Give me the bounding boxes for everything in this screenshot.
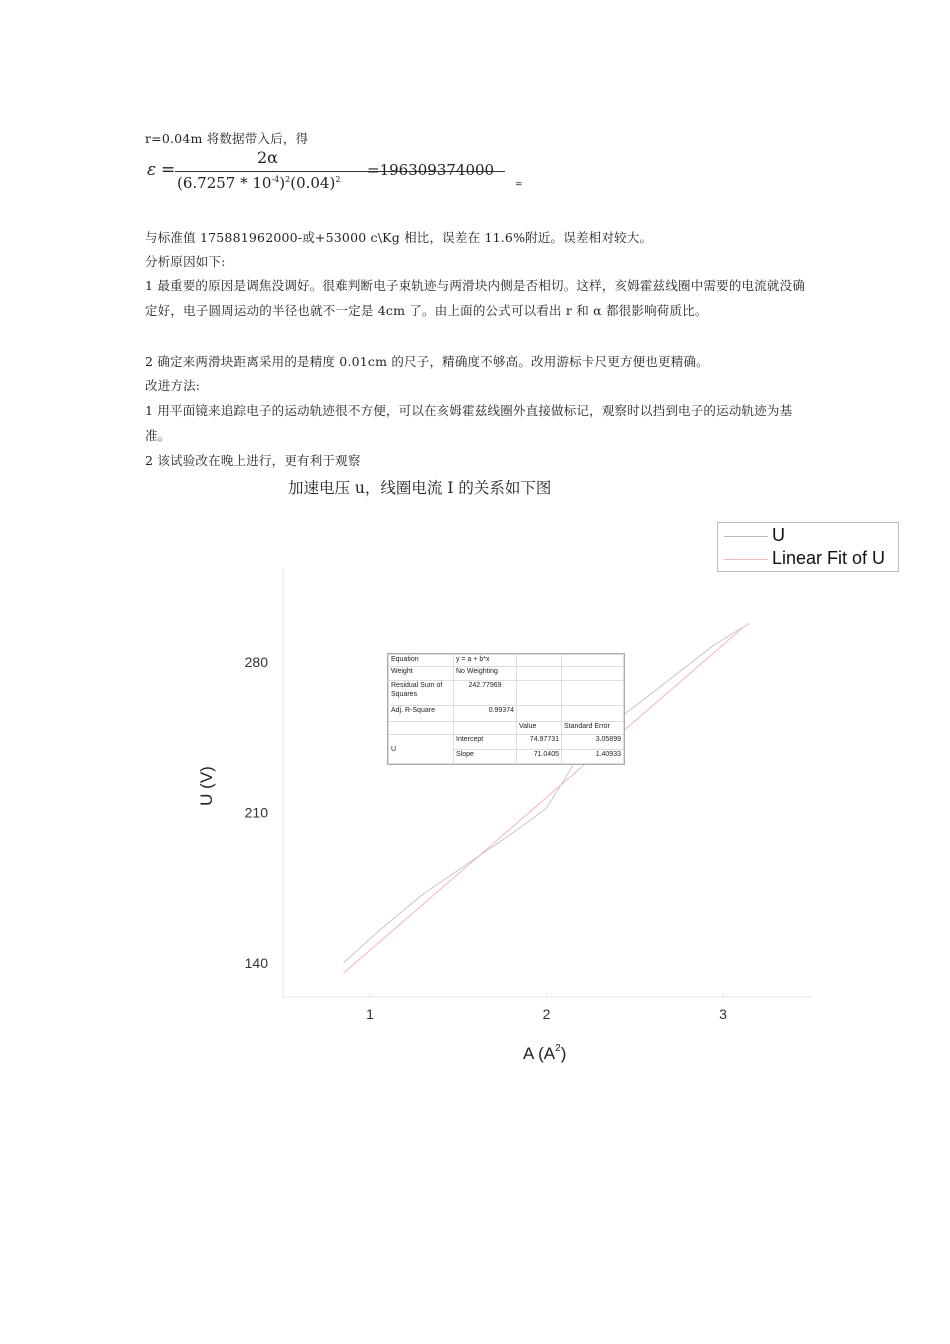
improve-title: 改进方法: [145, 378, 201, 393]
intercept-label: Intercept [454, 735, 517, 749]
legend-item-u [724, 525, 896, 547]
formula-equals: = [161, 160, 176, 180]
chart-legend [717, 522, 899, 572]
se-header: Standard Error [562, 722, 624, 735]
legend-swatch-u [724, 536, 768, 537]
formula-result: =196309374000 [367, 161, 495, 179]
x-axis-label: A $(A^2)$ [523, 1043, 567, 1063]
adj-r-square-label: Adj. R-Square [389, 705, 454, 722]
equation-value: y = a + b*x [454, 655, 517, 667]
rss-value: 242.77969 [454, 681, 517, 705]
chart-caption: 加速电压 u，线圈电流 I 的关系如下图 [288, 479, 552, 497]
comparison-text: 与标准值 175881962000-或+53000 c\Kg 相比，误差在 11.6%附近。误差相对较大。 [145, 230, 653, 245]
formula-denominator: $(6.7257 * 10^{-4})^2(0.04)^2$ [177, 174, 341, 192]
legend-label-fit: Linear Fit of U [772, 548, 886, 568]
slope-value: 71.0405 [517, 749, 562, 763]
y-tick-label: 140 [244, 955, 268, 971]
weight-value: No Weighting [454, 667, 517, 681]
analysis-title: 分析原因如下: [145, 254, 226, 269]
reason-2: 2 确定来两滑块距离采用的是精度 0.01cm 的尺子，精确度不够高。改用游标卡尺更方便也更精确。 [145, 354, 709, 369]
formula-lhs: ε [147, 160, 157, 180]
equation-label: Equation [389, 655, 454, 667]
legend-item-fit [724, 548, 896, 570]
adj-r-square-value: 0.99374 [454, 705, 517, 722]
y-tick-label: 210 [244, 804, 268, 821]
slope-se: 1.40933 [562, 749, 624, 763]
rss-label: Residual Sum of Squares [389, 681, 454, 705]
legend-label-u: U [772, 525, 785, 545]
row-group-u: U [389, 735, 454, 764]
formula-numerator: 2α [257, 148, 278, 167]
formula-trailing-equals: = [515, 180, 523, 190]
x-tick-label: 3 [719, 1006, 727, 1022]
weight-label: Weight [389, 667, 454, 681]
improve-2: 2 该试验改在晚上进行，更有利于观察 [145, 453, 361, 468]
x-tick-label: 2 [542, 1006, 551, 1022]
radius-statement: r=0.04m 将数据带入后，得 [145, 131, 309, 146]
intercept-se: 3.05899 [562, 735, 624, 749]
intercept-value: 74.97731 [517, 735, 562, 749]
improve-1: 1 用平面镜来追踪电子的运动轨迹很不方便，可以在亥姆霍兹线圈外直接做标记，观察时以挡到电子的运动轨迹为基准。 [145, 403, 793, 443]
value-header: Value [517, 722, 562, 735]
slope-label: Slope [454, 749, 517, 763]
legend-swatch-fit [724, 559, 768, 560]
fit-stats-table [387, 653, 625, 765]
x-tick-label: 1 [366, 1006, 374, 1022]
y-tick-label: 280 [244, 654, 268, 670]
reason-1: 1 最重要的原因是调焦没调好。很难判断电子束轨迹与两滑块内侧是否相切。这样，亥姆霍兹线圈中需要的电流就没确定好，电子圆周运动的半径也就不一定是 4cm 了。由上面的公式可以看出 r 和 α 都很影响荷质比。 [145, 278, 806, 318]
y-axis-label: U (V) [197, 766, 216, 806]
